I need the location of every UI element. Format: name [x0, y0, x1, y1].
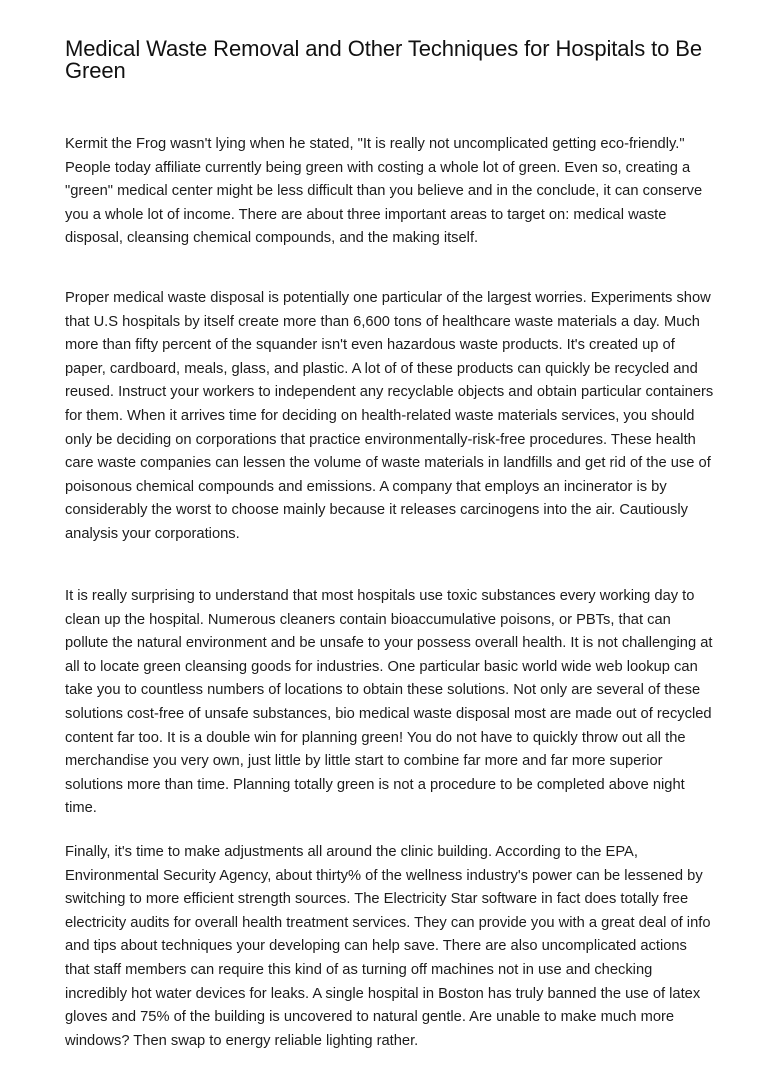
page-title: Medical Waste Removal and Other Techniques for Hospitals to Be Green: [65, 36, 702, 83]
document-page: [65, 36, 715, 1049]
paragraph-intro: Kermit the Frog wasn't lying when he stated, "It is really not uncomplicated getting eco-friendly." People today affiliate currently being green with costing a whole lot of green. Even so, creating a "green" medical center might be less difficult than you believe and in the conclude, it can conserve you a whole lot of income. There are about three important areas to target on: medical waste disposal, cleansing chemical compounds, and the making itself.: [65, 136, 703, 247]
paragraph-building: Finally, it's time to make adjustments all around the clinic building. According to the EPA, Environmental Security Agency, about thirty% of the wellness industry's power can be lessened by switching to more efficient strength sources. The Electricity Star software in fact does totally free electricity audits for overall health treatment services. They can provide you with a great deal of info and tips about techniques your developing can help save. There are also uncomplicated actions that staff members can require this kind of as turning off machines not in use and checking incredibly hot water devices for leaks. A single hospital in Boston has truly banned the use of latex gloves and 75% of the building is uncovered to natural gentle. Are unable to make much more windows? Then swap to energy reliable lighting rather.: [65, 844, 711, 1049]
paragraph-waste-disposal: Proper medical waste disposal is potentially one particular of the largest worries. Experiments show that U.S hospitals by itself create more than 6,600 tons of healthcare waste materials a day. Much more than fifty percent of the squander isn't even hazardous waste products. It's created up of paper, cardboard, meals, glass, and plastic. A lot of of these products can quickly be recycled and reused. Instruct your workers to independent any recyclable objects and obtain particular containers for them. When it arrives time for deciding on health-related waste materials services, you should only be deciding on corporations that practice environmentally-risk-free procedures. These health care waste companies can lessen the volume of waste materials in landfills and get rid of the use of poisonous chemical compounds and emissions. A company that employs an incinerator is by considerably the worst to choose mainly because it releases carcinogens into the air. Cautiously analysis your corporations.: [65, 290, 714, 542]
paragraph-cleaning-chemicals: It is really surprising to understand that most hospitals use toxic substances every working day to clean up the hospital. Numerous cleaners contain bioaccumulative poisons, or PBTs, that can pollute the natural environment and be unsafe to your possess overall health. It is not challenging at all to locate green cleansing goods for industries. One particular basic world wide web lookup can take you to countless numbers of locations to obtain these solutions. Not only are several of these solutions cost-free of unsafe substances, bio medical waste disposal most are made out of recycled content far too. It is a double win for planning green! You do not have to quickly throw out all the merchandise you very own, just little by little start to combine far more and far more superior solutions more than time. Planning totally green is not a procedure to be completed above night time.: [65, 588, 713, 817]
